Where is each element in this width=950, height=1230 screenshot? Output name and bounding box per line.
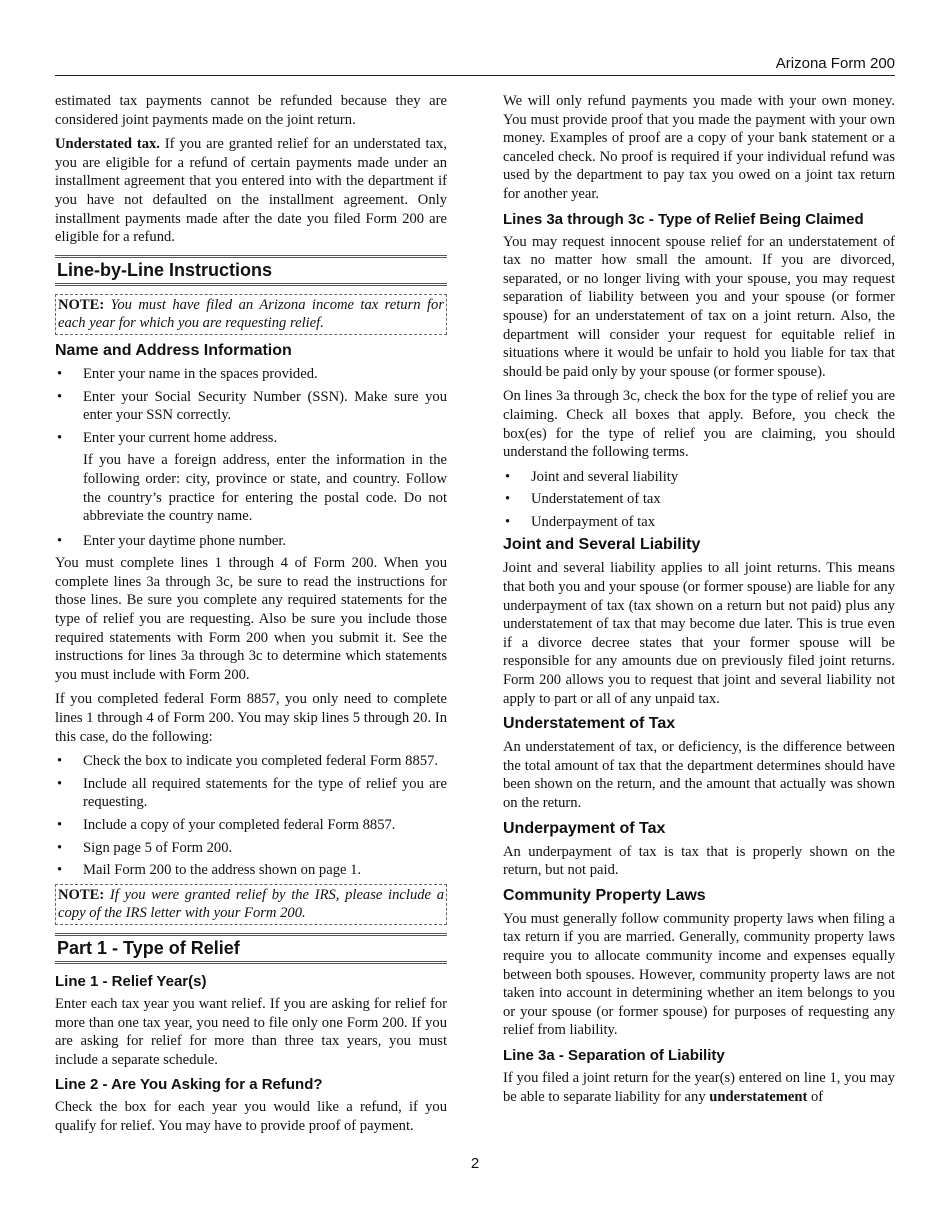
bullet-list	[55, 752, 447, 880]
note-label: NOTE:	[58, 886, 105, 903]
paragraph: On lines 3a through 3c, check the box for the type of relief you are claiming. Check all boxes that apply. Before, you check the box(es) for the type of relief you are claiming, you should understand the following terms.	[503, 388, 895, 461]
left-column	[55, 92, 447, 1142]
list-item: • Include all required statements for the type of relief you are requesting.	[57, 775, 447, 811]
list-item: • Joint and several liability	[505, 468, 679, 485]
subsection-heading: Line 1 - Relief Year(s)	[55, 972, 207, 990]
list-item: • Enter your daytime phone number.	[57, 532, 287, 549]
section-heading: Line-by-Line Instructions	[55, 255, 447, 286]
paragraph: An underpayment of tax is tax that is properly shown on the return, but not paid.	[503, 843, 895, 879]
paragraph: We will only refund payments you made with your own money. You must provide proof that you made the payment with your own money. Examples of proof are a copy of your bank statement or a canceled check. No proof is required if your individual refund was used by the department to pay tax you owed on a joint tax return for another year.	[503, 93, 895, 202]
note-label: NOTE:	[58, 296, 105, 313]
list-item: • Understatement of tax	[505, 491, 661, 508]
bullet-list	[55, 532, 447, 551]
list-item: • Underpayment of tax	[505, 513, 656, 530]
list-item: • Enter your Social Security Number (SSN). Make sure you enter your SSN correctly.	[57, 388, 447, 424]
right-column	[503, 92, 895, 1112]
note-box: NOTE: If you were granted relief by the IRS, please include a copy of the IRS letter with your Form 200.	[55, 884, 447, 925]
bullet-list	[55, 365, 447, 447]
paragraph: Check the box for each year you would like a refund, if you qualify for relief. You may have to provide proof of payment.	[55, 1099, 447, 1134]
subsection-heading: Joint and Several Liability	[503, 536, 701, 554]
bullet-list	[503, 468, 895, 532]
paragraph: estimated tax payments cannot be refunded because they are considered joint payments made on the joint return.	[55, 93, 447, 128]
note-box: NOTE: You must have filed an Arizona income tax return for each year for which you are requesting relief.	[55, 294, 447, 335]
list-item: • Enter your name in the spaces provided.	[57, 365, 318, 382]
paragraph: If you filed a joint return for the year(s) entered on line 1, you may be able to separate liability for any understatement of	[503, 1069, 895, 1105]
paragraph: You may request innocent spouse relief for an understatement of tax no matter how small the amount. If you are divorced, separated, or no longer living with your spouse, you may request separation of liability between you and your spouse (or former spouse) for an understatement of tax on a joint return. Also, the department will consider your request for equitable relief in situations where it would be unfair to hold you liable for tax that should be paid only by your spouse (or former spouse).	[503, 233, 895, 380]
subsection-heading: Line 3a - Separation of Liability	[503, 1046, 725, 1064]
list-item: • Check the box to indicate you completed federal Form 8857.	[57, 753, 439, 770]
subsection-heading: Name and Address Information	[55, 341, 292, 359]
list-item: • Enter your current home address.	[57, 429, 278, 446]
paragraph: If you completed federal Form 8857, you only need to complete lines 1 through 4 of Form 200. You may skip lines 5 through 20. In this case, do the following:	[55, 691, 447, 745]
subsection-heading: Underpayment of Tax	[503, 819, 666, 837]
page-number: 2	[470, 1155, 480, 1172]
paragraph: You must complete lines 1 through 4 of Form 200. When you complete lines 3a through 3c, be sure to read the instructions for those lines. Be sure you complete any required statements for the type of relief you are requesting. Also be sure you include those required statements with Form 200 when you submit it. See the instructions for lines 3a through 3c to determine which statements you must include with Form 200.	[55, 555, 447, 683]
paragraph: Enter each tax year you want relief. If you are asking for relief for more than one tax year, you need to file only one Form 200. If you are asking for relief for more than three tax years, you must include a separate schedule.	[55, 995, 447, 1068]
paragraph: Joint and several liability applies to all joint returns. This means that both you and your spouse (or former spouse) are liable for any underpayment of tax (tax shown on a return but not paid) plus any understatement of tax that may become due later. This is true even if a divorce decree states that your former spouse will be responsible for any amounts due on previously filed joint returns. Form 200 allows you to request that joint and several liability not apply to part or all of any unpaid tax.	[503, 560, 895, 707]
subsection-heading: Understatement of Tax	[503, 715, 676, 733]
paragraph: Understated tax. If you are granted relief for an understated tax, you are eligible for a refund of certain payments made under an installment agreement that you entered into with the department if you have not defaulted on the installment agreement. Only installment payments made after the date you filed Form 200 are eligible for a refund.	[55, 136, 447, 246]
subsection-heading: Line 2 - Are You Asking for a Refund?	[55, 1076, 323, 1094]
paragraph: If you have a foreign address, enter the information in the following order: city, province or state, and country. Follow the country’s practice for entering the postal code. Do not abbreviate the country name.	[83, 452, 447, 525]
subsection-heading: Lines 3a through 3c - Type of Relief Being Claimed	[503, 210, 864, 228]
section-heading: Part 1 - Type of Relief	[55, 933, 447, 964]
page-header	[55, 55, 895, 76]
form-title: Arizona Form 200	[775, 55, 895, 72]
list-item: • Sign page 5 of Form 200.	[57, 839, 233, 856]
list-item: • Mail Form 200 to the address shown on page 1.	[57, 862, 362, 879]
paragraph: You must generally follow community property laws when filing a tax return if you are married. Generally, community property laws require you to allocate community income and expenses equally between both spouses. However, community property laws are not taken into account in determining whether an item belongs to you or your spouse (or former spouse) for purposes of requesting any relief from liability.	[503, 910, 895, 1039]
lead-term: Understated tax.	[55, 136, 160, 153]
list-item: • Include a copy of your completed federal Form 8857.	[57, 817, 396, 833]
subsection-heading: Community Property Laws	[503, 886, 706, 904]
paragraph: An understatement of tax, or deficiency, is the difference between the total amount of tax that the department determines should have been shown on the return, and the amount that actually was shown on the return.	[503, 739, 895, 811]
